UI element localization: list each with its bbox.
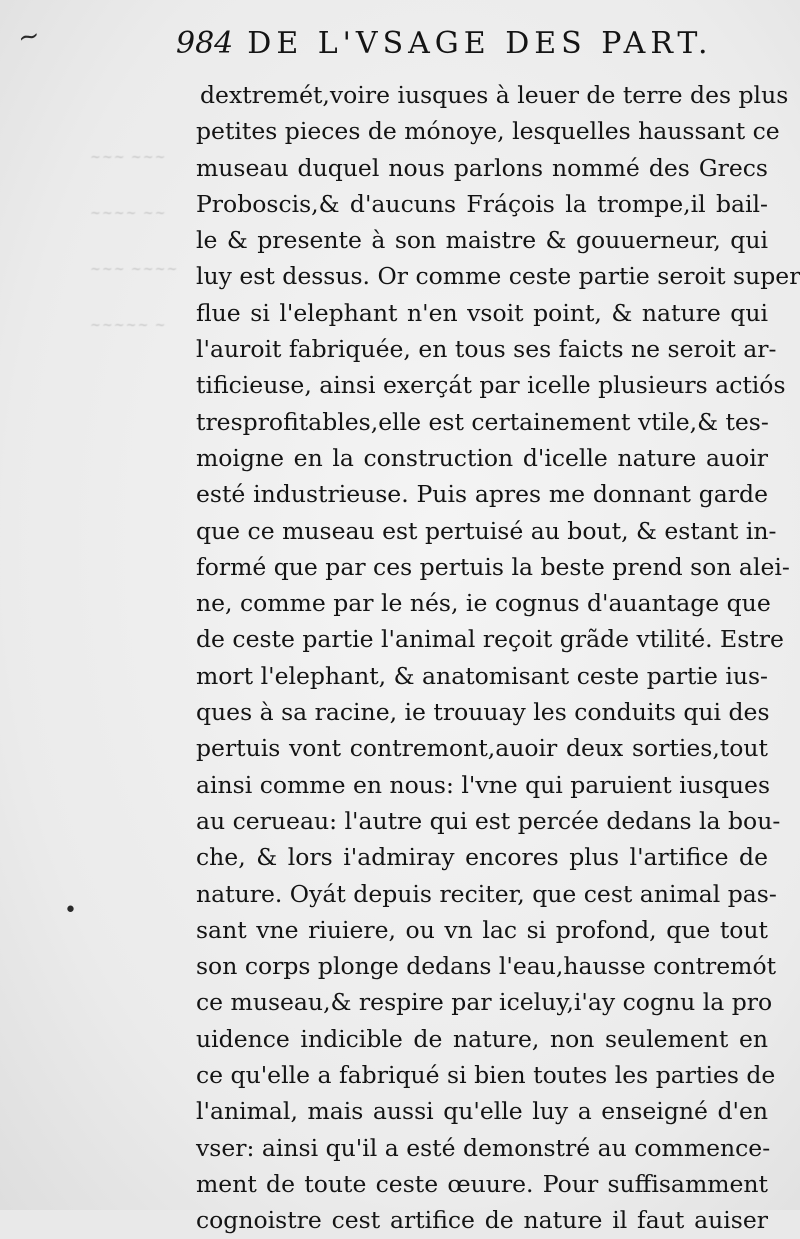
text-line: che, & lors i'admiray encores plus l'artifice de: [196, 843, 768, 872]
text-line: pertuis vont contremont,auoir deux sorties,tout: [196, 734, 768, 763]
text-line: flue si l'elephant n'en vsoit point, & nature qui: [196, 298, 768, 327]
text-line: de ceste partie l'animal reçoit grãde vtilité. Estre: [196, 625, 784, 654]
text-line: formé que par ces pertuis la beste prend son alei-: [196, 552, 790, 581]
text-line: vser: ainsi qu'il a esté demonstré au commence-: [196, 1133, 771, 1162]
text-line: au cerueau: l'autre qui est percée dedans la bou-: [196, 806, 781, 835]
text-line: le & presente à son maistre & gouuerneur, qui: [196, 226, 768, 255]
text-line: ainsi comme en nous: l'vne qui paruient iusques: [196, 770, 771, 799]
text-line: dextremét,voire iusques à leuer de terre des plus: [200, 81, 789, 109]
text-line: tresprofitables,elle est certainement vtile,& tes-: [196, 407, 769, 436]
text-line: sant vne riuiere, ou vn lac si profond, que tout: [196, 915, 768, 944]
text-line: esté industrieuse. Puis apres me donnant garde: [196, 480, 768, 509]
text-line: nature. Oyát depuis reciter, que cest animal pas-: [196, 879, 777, 908]
text-line: Proboscis,& d'aucuns Fráçois la trompe,il bail-: [196, 189, 768, 218]
running-head: DE L'VSAGE DES PART.: [247, 26, 713, 61]
text-line: petites pieces de mónoye, lesquelles haussant ce: [196, 117, 780, 146]
text-line: ques à sa racine, ie trouuay les conduits qui des: [196, 698, 770, 727]
text-line: son corps plonge dedans l'eau,hausse contremót: [196, 952, 777, 981]
page-number: 984: [176, 26, 234, 61]
text-line: uidence indicible de nature, non seulement en: [196, 1024, 768, 1053]
text-line: l'auroit fabriquée, en tous ses faicts ne seroit ar-: [196, 335, 777, 364]
body-text: [196, 77, 800, 1239]
text-line: l'animal, mais aussi qu'elle luy a enseigné d'en: [196, 1097, 768, 1126]
text-line: ment de toute ceste œuure. Pour suffisamment: [196, 1169, 768, 1198]
text-line: cognoistre cest artifice de nature il faut auiser: [196, 1206, 768, 1235]
page-header: [176, 26, 766, 76]
ink-dot: •: [64, 898, 77, 923]
text-line: tificieuse, ainsi exerçát par icelle plusieurs actiós: [196, 371, 786, 400]
text-line: ce qu'elle a fabriqué si bien toutes les parties de: [196, 1061, 776, 1090]
ink-mark: ~: [15, 20, 43, 54]
text-line: museau duquel nous parlons nommé des Grecs: [196, 153, 768, 182]
text-line: moigne en la construction d'icelle nature auoir: [196, 443, 768, 472]
text-line: que ce museau est pertuisé au bout, & estant in-: [196, 516, 777, 545]
text-line: ne, comme par le nés, ie cognus d'auantage que: [196, 589, 771, 618]
text-line: luy est dessus. Or comme ceste partie seroit super: [196, 262, 800, 291]
bleed-through-margin: ~~~ ~~~ ~~~~ ~~ ~~~ ~~~~ ~~~~~ ~: [90, 150, 179, 333]
text-line: mort l'elephant, & anatomisant ceste partie ius-: [196, 661, 768, 690]
text-line: ce museau,& respire par iceluy,i'ay cognu la pro: [196, 988, 773, 1017]
